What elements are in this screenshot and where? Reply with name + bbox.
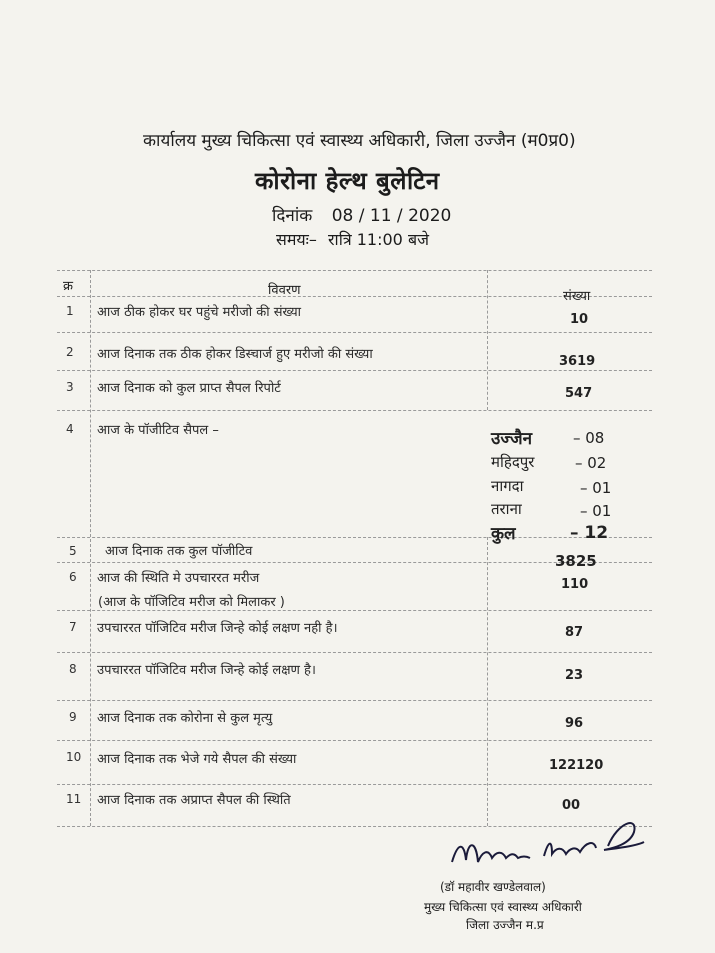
date-line bbox=[272, 203, 451, 226]
row-sn: 3 bbox=[66, 380, 74, 394]
signatory-location: जिला उज्जैन म.प्र bbox=[466, 918, 544, 932]
row-desc: आज दिनाक को कुल प्राप्त सैपल रिपोर्ट bbox=[97, 381, 281, 396]
col-header-count: संख्या bbox=[563, 289, 591, 304]
row-sn: 11 bbox=[66, 792, 82, 806]
row-desc: आज ठीक होकर घर पहुंचे मरीजो की संख्या bbox=[97, 305, 301, 320]
row-count: 3619 bbox=[559, 354, 596, 369]
date-value: 08 / 11 / 2020 bbox=[331, 206, 452, 226]
row-count: 00 bbox=[562, 798, 581, 813]
row-count: 122120 bbox=[549, 758, 604, 773]
row-count: 10 bbox=[570, 312, 589, 327]
signatory-designation: मुख्य चिकित्सा एवं स्वास्थ्य अधिकारी bbox=[424, 900, 582, 914]
row-desc: आज दिनाक तक कोरोना से कुल मृत्यु bbox=[97, 711, 273, 726]
row-desc: उपचाररत पॉजिटिव मरीज जिन्हे कोई लक्षण नही है। bbox=[97, 621, 338, 636]
row-sn: 8 bbox=[69, 662, 77, 676]
time-value: रात्रि 11:00 बजे bbox=[328, 230, 429, 249]
date-label: दिनांक bbox=[272, 206, 313, 226]
district-value: – 02 bbox=[575, 454, 607, 472]
district-name: नागदा bbox=[491, 477, 524, 495]
row-count: 110 bbox=[561, 577, 589, 592]
time-line bbox=[276, 228, 429, 250]
row-sn: 9 bbox=[69, 710, 77, 724]
row-desc: आज के पॉजीटिव सैपल – bbox=[97, 423, 219, 438]
row-desc-note: (आज के पॉजिटिव मरीज को मिलाकर ) bbox=[98, 595, 285, 610]
row-desc: आज की स्थिति मे उपचाररत मरीज bbox=[97, 571, 260, 586]
office-header: कार्यालय मुख्य चिकित्सा एवं स्वास्थ्य अधिकारी, जिला उज्जैन (म0प्र0) bbox=[143, 131, 576, 151]
bulletin-title: कोरोना हेल्थ बुलेटिन bbox=[255, 167, 440, 195]
row-sn: 1 bbox=[66, 304, 74, 318]
row-sn: 6 bbox=[69, 570, 77, 584]
row-desc: आज दिनाक तक ठीक होकर डिस्चार्ज हुए मरीजो की संख्या bbox=[97, 347, 373, 362]
district-total-value: – 12 bbox=[570, 523, 609, 543]
row-count: 3825 bbox=[555, 552, 597, 570]
handwritten-signature bbox=[448, 812, 648, 874]
district-value: – 08 bbox=[573, 429, 605, 447]
district-total-label: कुल bbox=[491, 524, 516, 544]
col-header-sn: क्र bbox=[63, 279, 73, 294]
row-desc: आज दिनाक तक कुल पॉजीटिव bbox=[105, 544, 253, 559]
row-count: 23 bbox=[565, 668, 584, 683]
time-label: समयः– bbox=[276, 230, 317, 249]
row-count: 87 bbox=[565, 625, 584, 640]
row-sn: 7 bbox=[69, 620, 77, 634]
row-sn: 4 bbox=[66, 422, 74, 436]
district-value: – 01 bbox=[580, 502, 612, 520]
signatory-name: (डॉ महावीर खण्डेलवाल) bbox=[440, 880, 546, 894]
district-name: उज्जैन bbox=[491, 429, 533, 449]
row-sn: 2 bbox=[66, 345, 74, 359]
row-sn: 5 bbox=[69, 544, 77, 558]
row-desc: आज दिनाक तक अप्राप्त सैपल की स्थिति bbox=[97, 793, 291, 808]
row-count: 547 bbox=[565, 386, 593, 401]
row-desc: उपचाररत पॉजिटिव मरीज जिन्हे कोई लक्षण है। bbox=[97, 663, 316, 678]
row-desc: आज दिनाक तक भेजे गये सैपल की संख्या bbox=[97, 752, 297, 767]
col-header-desc: विवरण bbox=[268, 283, 301, 298]
district-name: महिदपुर bbox=[491, 453, 535, 471]
district-value: – 01 bbox=[580, 479, 612, 497]
row-count: 96 bbox=[565, 716, 584, 731]
district-name: तराना bbox=[491, 500, 522, 518]
signature-block bbox=[424, 812, 648, 932]
row-sn: 10 bbox=[66, 750, 82, 764]
